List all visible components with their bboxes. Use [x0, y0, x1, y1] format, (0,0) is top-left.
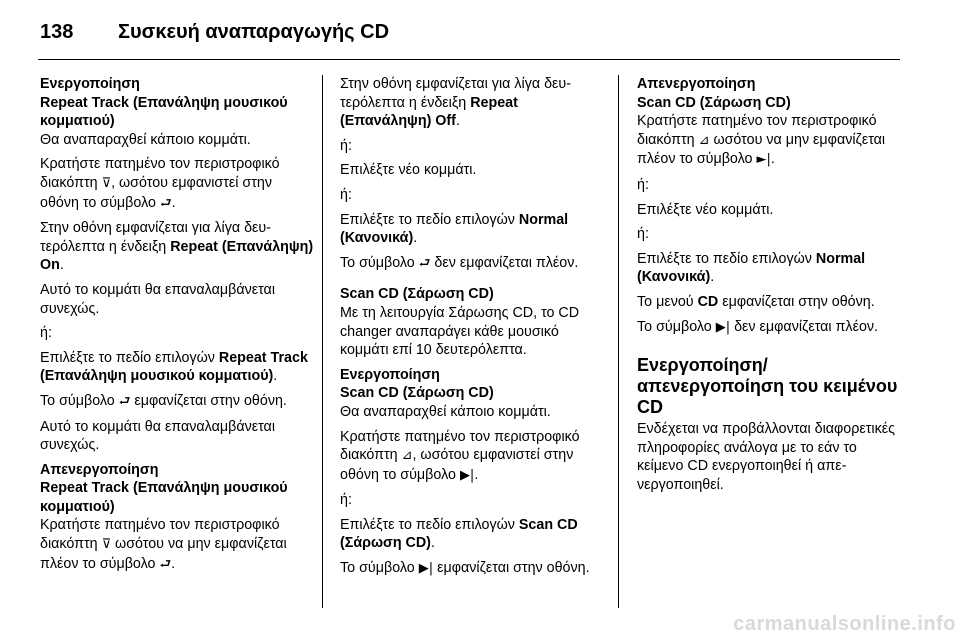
heading-scan-cd: Scan CD (Σάρωση CD): [637, 94, 791, 111]
page-number: 138: [40, 21, 74, 43]
scan-icon: ▶|: [418, 561, 434, 577]
heading-deactivate: Απενεργοποίηση: [40, 461, 159, 478]
scan-icon: ▶|: [715, 319, 731, 335]
paragraph: Κρατήστε πατημένο τον περιστροφικό διακόπτη ⊿, ωσότου εμφανιστεί στην οθόνη το σύμβολο ▶|.: [340, 428, 580, 483]
paragraph: Αυτό το κομμάτι θα επαναλαμβάνεται συνεχώς.: [40, 418, 275, 454]
paragraph: Θα αναπαραχθεί κάποιο κομμάτι.: [40, 131, 251, 148]
heading-deactivate: Απενεργοποίηση: [637, 76, 756, 92]
repeat-icon: ⮐: [159, 556, 172, 572]
repeat-icon: ⮐: [159, 195, 172, 211]
repeat-icon: ⮐: [418, 255, 431, 271]
paragraph: Επιλέξτε νέο κομμάτι.: [340, 162, 477, 179]
rotary-knob-down-icon: ⊽: [101, 175, 112, 191]
header-rule: [38, 59, 900, 60]
column-1: [40, 75, 314, 580]
paragraph: Με τη λειτουργία Σάρωσης CD, το CD changer αναπαράγει κάθε μουσικό κομμάτι επί 10 δευτερόλεπτα.: [340, 304, 580, 359]
paragraph: Το σύμβολο ▶| δεν εμφανίζεται πλέον.: [637, 318, 879, 335]
page-header: [40, 14, 920, 50]
column-2: [340, 75, 608, 585]
paragraph: Επιλέξτε το πεδίο επιλογών Normal (Κανονικά).: [637, 250, 866, 286]
paragraph: Το σύμβολο ▶| εμφανίζεται στην οθόνη.: [340, 560, 590, 577]
rotary-knob-down-icon: ⊽: [101, 537, 112, 553]
heading-repeat-track: Repeat Track (Επανάληψη μουσικού κομματιού): [40, 94, 288, 130]
or-text: ή:: [340, 492, 352, 509]
repeat-icon: ⮐: [118, 393, 131, 409]
paragraph: Επιλέξτε το πεδίο επιλογών Scan CD (Σάρωση CD).: [340, 516, 578, 552]
column-divider-2: [618, 75, 619, 608]
paragraph: Στην οθόνη εμφανίζεται για λίγα δευτερόλεπτα η ένδειξη Repeat (Επανάληψη) On.: [40, 220, 314, 274]
column-3: [637, 75, 903, 501]
or-text: ή:: [637, 226, 649, 243]
watermark: carmanualsonline.info: [733, 613, 956, 635]
heading-repeat-track: Repeat Track (Επανάληψη μουσικού κομματιού): [40, 480, 288, 515]
paragraph: Το σύμβολο ⮐ εμφανίζεται στην οθόνη.: [40, 392, 287, 409]
paragraph: Επιλέξτε νέο κομμάτι.: [637, 201, 774, 218]
paragraph: Θα αναπαραχθεί κάποιο κομμάτι.: [340, 403, 551, 420]
heading-activate: Ενεργοποίηση: [40, 76, 140, 92]
or-text: ή:: [340, 186, 352, 203]
or-text: ή:: [340, 137, 352, 154]
paragraph: Στην οθόνη εμφανίζεται για λίγα δευτερόλεπτα η ένδειξη Repeat (Επανάληψη) Off.: [340, 76, 571, 130]
paragraph: Το μενού CD εμφανίζεται στην οθόνη.: [637, 293, 875, 310]
paragraph: Κρατήστε πατημένο τον περιστροφικό διακόπτη ⊿ ωσότου να μην εμφανίζεται πλέον το σύμβολο ►|.: [637, 113, 886, 168]
paragraph: Επιλέξτε το πεδίο επιλογών Normal (Κανονικά).: [340, 211, 569, 247]
paragraph: Το σύμβολο ⮐ δεν εμφανίζεται πλέον.: [340, 254, 579, 271]
heading-scan-cd: Scan CD (Σάρωση CD): [340, 385, 494, 402]
heading-activate: Ενεργοποίηση: [340, 366, 440, 383]
page-title: Συσκευή αναπαραγωγής CD: [118, 21, 390, 43]
paragraph: Κρατήστε πατημένο τον περιστροφικό διακόπτη ⊽, ωσότου εμφανιστεί στην οθόνη το σύμβολο ⮐.: [40, 156, 280, 211]
rotary-knob-up-icon: ⊿: [698, 132, 710, 148]
scan-icon: ►|: [756, 152, 771, 168]
section-heading-cd-text: Ενεργοποίηση/ απενεργοποίηση του κειμένου CD: [637, 355, 898, 418]
paragraph: Επιλέξτε το πεδίο επιλογών Repeat Track (Επανάληψη μουσικού κομματιού).: [40, 349, 308, 385]
column-divider-1: [322, 75, 323, 608]
rotary-knob-up-icon: ⊿: [401, 448, 413, 464]
or-text: ή:: [40, 325, 52, 342]
paragraph: Ενδέχεται να προβάλλονται διαφορετικές πληροφορίες ανάλογα με το εάν το κείμενο CD ενεργοποιηθεί ή απενεργοποιηθεί.: [637, 421, 895, 493]
scan-icon: ▶|: [459, 467, 475, 483]
paragraph: Αυτό το κομμάτι θα επαναλαμβάνεται συνεχώς.: [40, 281, 275, 317]
or-text: ή:: [637, 176, 649, 193]
paragraph: Κρατήστε πατημένο τον περιστροφικό διακόπτη ⊽ ωσότου να μην εμφανίζεται πλέον το σύμβολο ⮐.: [40, 517, 287, 572]
heading-scan-cd: Scan CD (Σάρωση CD): [340, 286, 494, 303]
